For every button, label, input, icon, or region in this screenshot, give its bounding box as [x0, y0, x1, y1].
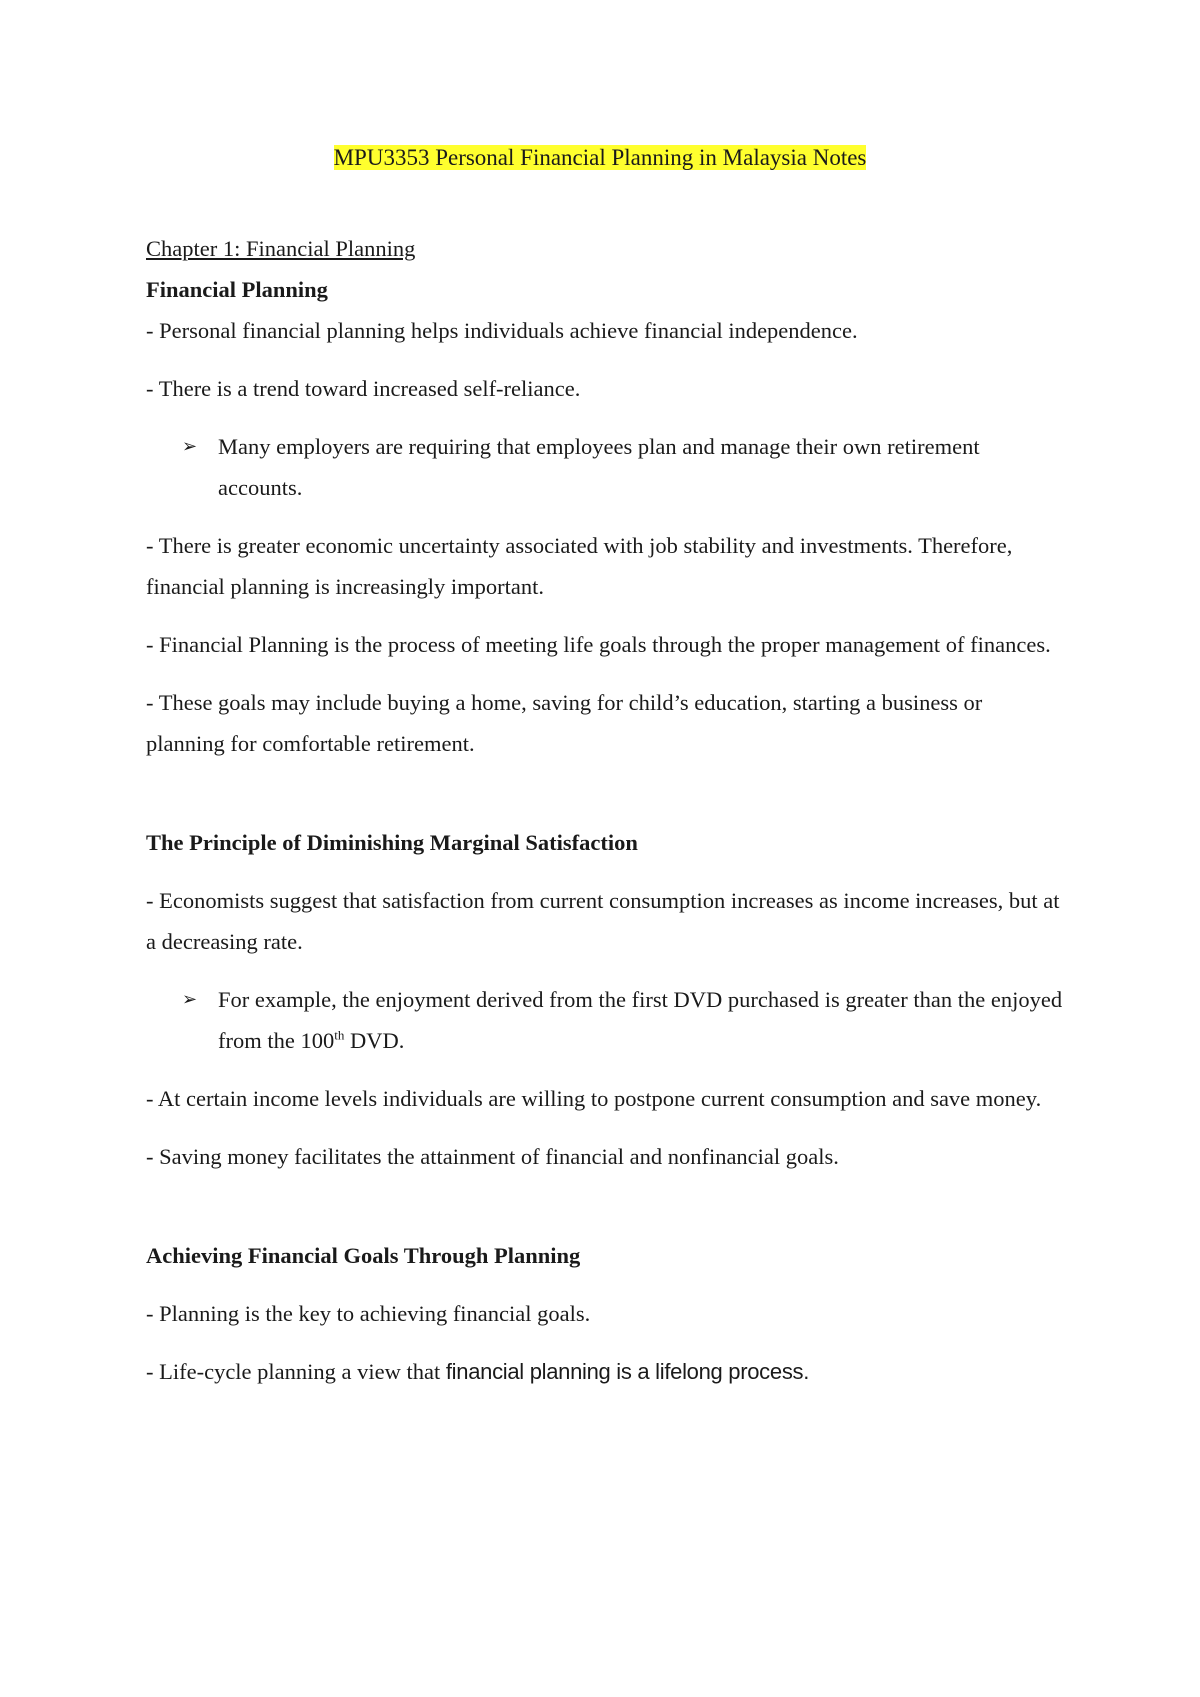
paragraph: - Personal financial planning helps individuals achieve financial independence.: [146, 318, 858, 343]
paragraph: [146, 1351, 1066, 1392]
paragraph-part: financial planning is a lifelong process.: [445, 1359, 810, 1384]
superscript: th: [334, 1027, 345, 1043]
bullet-item: [146, 426, 1066, 508]
spacer: [146, 1194, 1066, 1235]
paragraph: - At certain income levels individuals are willing to postpone current consumption and save money.: [146, 1086, 1042, 1111]
paragraph: - Economists suggest that satisfaction from current consumption increases as income increases, but at a decreasing rate.: [146, 888, 1060, 954]
document-title: [0, 142, 1200, 174]
section-heading-financial-planning: Financial Planning: [146, 277, 328, 302]
section-heading-achieving-goals: Achieving Financial Goals Through Planning: [146, 1243, 581, 1268]
chapter-heading: Chapter 1: Financial Planning: [146, 236, 416, 261]
bullet-text: Many employers are requiring that employees plan and manage their own retirement accounts.: [218, 434, 980, 500]
bullet-item: [146, 979, 1066, 1061]
spacer: [146, 781, 1066, 822]
paragraph: - Planning is the key to achieving financial goals.: [146, 1301, 591, 1326]
paragraph: - There is greater economic uncertainty associated with job stability and investments. Therefore, financial planning is increasingly important.: [146, 533, 1013, 599]
paragraph: - Saving money facilitates the attainment of financial and nonfinancial goals.: [146, 1144, 839, 1169]
arrow-bullet-icon: ➢: [182, 989, 198, 1010]
arrow-bullet-icon: ➢: [182, 436, 198, 457]
paragraph-part: - Life-cycle planning a view that: [146, 1359, 446, 1384]
document-body: [146, 228, 1066, 1409]
bullet-text: [218, 987, 1062, 1053]
document-title-text: MPU3353 Personal Financial Planning in Malaysia Notes: [333, 145, 867, 170]
section-heading-diminishing-satisfaction: The Principle of Diminishing Marginal Satisfaction: [146, 830, 638, 855]
paragraph: - These goals may include buying a home, saving for child’s education, starting a business or planning for comfortable retirement.: [146, 690, 983, 756]
bullet-text-part: For example, the enjoyment derived from the first DVD purchased is greater than the enjoyed from the 100: [218, 987, 1063, 1053]
bullet-text-part: DVD.: [344, 1028, 405, 1053]
paragraph: - There is a trend toward increased self-reliance.: [146, 376, 581, 401]
paragraph: - Financial Planning is the process of meeting life goals through the proper management of finances.: [146, 632, 1051, 657]
